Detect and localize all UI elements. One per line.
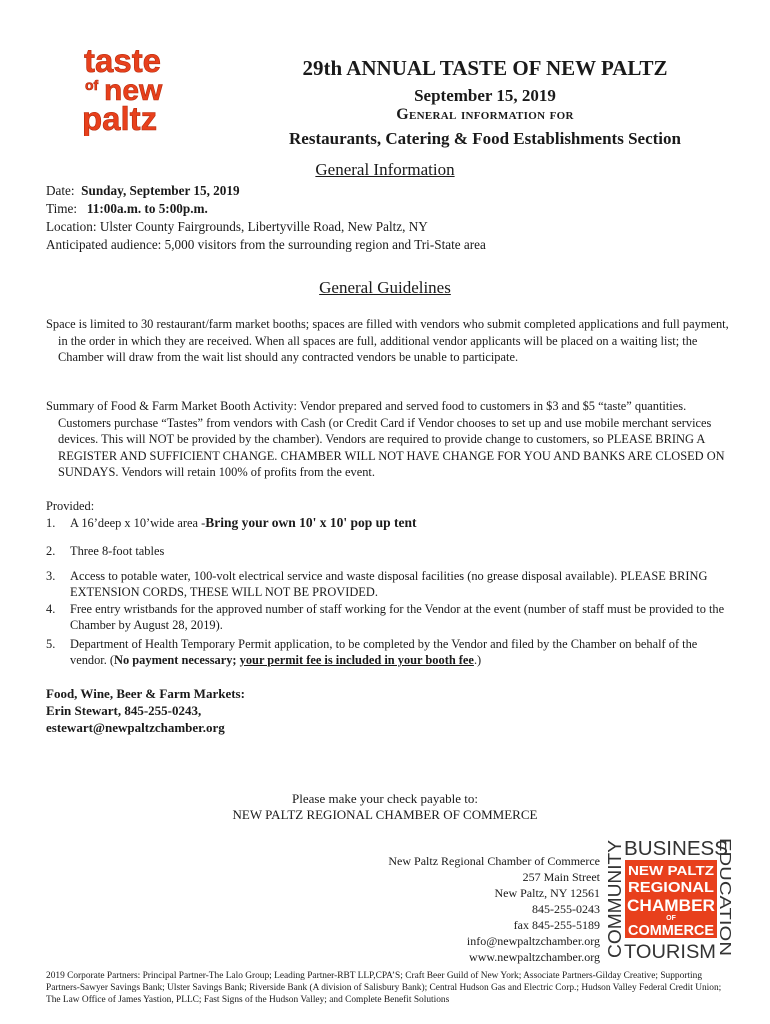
chamber-of-commerce-logo bbox=[604, 834, 734, 962]
date-line: Date: Sunday, September 15, 2019 bbox=[46, 183, 240, 198]
address-phone: 845-255-0243 bbox=[532, 902, 600, 916]
address-email[interactable]: info@newpaltzchamber.org bbox=[466, 934, 600, 948]
location-line: Location: Ulster County Fairgrounds, Libertyville Road, New Paltz, NY bbox=[46, 219, 428, 234]
taste-of-new-paltz-logo bbox=[80, 44, 190, 136]
space-paragraph: Space is limited to 30 restaurant/farm market booths; spaces are filled with vendors who submit completed applications and full payment, in the order in which they are received. When all spaces are full, additional vendor applicants will be placed on a waiting list; the Chamber will draw from the wait list should any contracted vendors be unable to participate. bbox=[46, 317, 729, 364]
address-city: New Paltz, NY 12561 bbox=[494, 886, 600, 900]
logo-box-commerce: COMMERCE bbox=[628, 922, 714, 939]
logo-business: BUSINESS bbox=[624, 838, 728, 860]
logo-box-new-paltz: NEW PALTZ bbox=[628, 863, 715, 878]
logo-of: of bbox=[85, 77, 99, 93]
logo-community: COMMUNITY bbox=[605, 847, 625, 958]
logo-box-regional: REGIONAL bbox=[628, 879, 714, 896]
address-org: New Paltz Regional Chamber of Commerce bbox=[388, 854, 600, 868]
list-item: 2. Three 8-foot tables bbox=[46, 544, 165, 558]
contact-category: Food, Wine, Beer & Farm Markets: bbox=[46, 686, 245, 701]
address-street: 257 Main Street bbox=[522, 870, 600, 884]
logo-new: new bbox=[104, 74, 163, 107]
list-item: 5. Department of Health Temporary Permit application, to be completed by the Vendor and filed by the Chamber on behalf of the vendor. (No payment necessary; your permit fee is included in your booth fee.) bbox=[46, 637, 698, 667]
time-line: Time: 11:00a.m. to 5:00p.m. bbox=[46, 201, 208, 216]
logo-tourism: TOURISM bbox=[624, 942, 716, 962]
list-item: 3. Access to potable water, 100-volt electrical service and waste disposal facilities (no grease disposal available). PLEASE BRING EXTENSION CORDS, THESE WILL NOT BE PROVIDED. bbox=[46, 569, 708, 599]
provided-label: Provided: bbox=[46, 499, 95, 513]
summary-paragraph: Summary of Food & Farm Market Booth Activity: Vendor prepared and served food to customers in $3 and $5 “taste” quantities. Customers purchase “Tastes” from vendors with Cash (or Credit Card if Vendor chooses to set up and use mobile merchant services devices. This will NOT be provided by the chamber). Vendors are required to provide change to customers, so PLEASE BRING A REGISTER AND SUFFICIENT CHANGE. CHAMBER WILL NOT HAVE CHANGE FOR YOU AND BANKS ARE CLOSED ON SUNDAYS. Vendors will retain 100% of profits from the event. bbox=[46, 399, 725, 479]
event-date: September 15, 2019 bbox=[414, 86, 556, 105]
audience-line: Anticipated audience: 5,000 visitors from the surrounding region and Tri-State area bbox=[46, 237, 486, 252]
list-item: 1. A 16’deep x 10’wide area -Bring your own 10' x 10' pop up tent bbox=[46, 515, 417, 530]
logo-box-chamber: CHAMBER bbox=[627, 896, 715, 915]
address-website[interactable]: www.newpaltzchamber.org bbox=[469, 950, 600, 964]
general-guidelines-heading: General Guidelines bbox=[319, 278, 451, 297]
logo-taste: taste bbox=[84, 44, 162, 79]
subtitle: General information for bbox=[396, 106, 574, 123]
logo-education: EDUCATION bbox=[716, 838, 733, 932]
logo-paltz: paltz bbox=[82, 100, 158, 136]
logo-box-of: OF bbox=[666, 915, 676, 922]
address-fax: fax 845-255-5189 bbox=[513, 918, 600, 932]
general-information-heading: General Information bbox=[315, 160, 455, 179]
page-title: 29th ANNUAL TASTE OF NEW PALTZ bbox=[302, 56, 668, 80]
contact-email[interactable]: estewart@newpaltzchamber.org bbox=[46, 720, 225, 735]
contact-name-phone: Erin Stewart, 845-255-0243, bbox=[46, 703, 202, 718]
section-title: Restaurants, Catering & Food Establishments Section bbox=[289, 129, 681, 148]
list-item: 4. Free entry wristbands for the approved number of staff working for the Vendor at the event (number of staff must be provided to the Chamber by August 28, 2019). bbox=[46, 602, 725, 632]
payable-to-label: Please make your check payable to: bbox=[292, 791, 478, 806]
payable-to-name: NEW PALTZ REGIONAL CHAMBER OF COMMERCE bbox=[232, 807, 538, 822]
corporate-partners-footer: 2019 Corporate Partners: Principal Partner-The Lalo Group; Leading Partner-RBT LLP,CPA’S; Craft Beer Guild of New York; Associate Partners-Gilday Creative; Supporting Partners-Sawyer Savings Bank; Ulster Savings Bank; Riverside Bank (A division of Salisbury Bank); Central Hudson Gas and Electric Corp.; Hudson Valley Federal Credit Union; The Law Office of James Yastion, PLLC; Fast Signs of the Hudson Valley; and Complete Benefit Solutions bbox=[46, 971, 722, 1005]
